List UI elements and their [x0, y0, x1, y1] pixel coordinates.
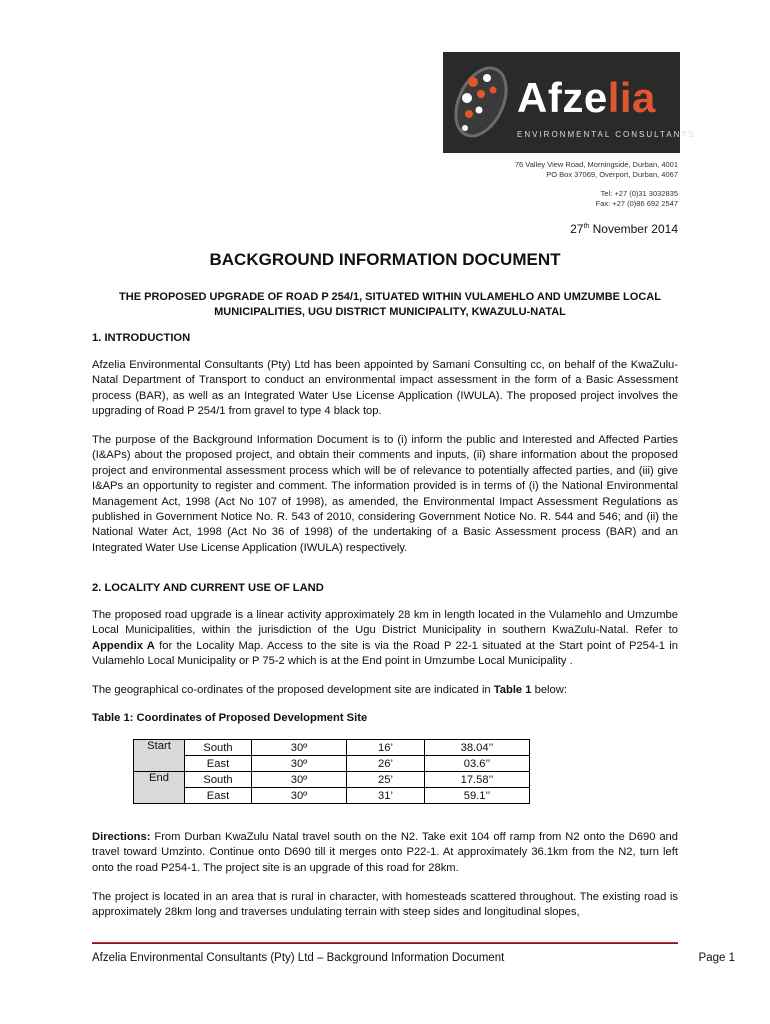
table-cell-label: End: [134, 772, 185, 804]
paragraph: The proposed road upgrade is a linear activity approximately 28 km in length located in the Vulamehlo and Umzumbe Local Municipalities, within the jurisdiction of the Ugu District Municipality in southern KwaZulu-Natal. Refer to Appendix A for the Locality Map. Access to the site is via the Road P 22-1 situated at the Start point of P254-1 in Vulamehlo Local Municipality or P 75-2 which is at the End point in Umzumbe Local Municipality .: [92, 609, 678, 668]
address-line: 76 Valley View Road, Morningside, Durban, 4001: [514, 160, 678, 169]
coordinates-table: [133, 739, 530, 804]
footer-divider: [92, 942, 678, 944]
table-row: [134, 788, 530, 804]
table-cell: South: [185, 772, 252, 788]
table-cell: East: [185, 788, 252, 804]
table-row: [134, 772, 530, 788]
document-subtitle: THE PROPOSED UPGRADE OF ROAD P 254/1, SITUATED WITHIN VULAMEHLO AND UMZUMBE LOCAL MUNICIPALITIES, UGU DISTRICT MUNICIPALITY, KWAZULU-NATAL: [119, 291, 661, 318]
logo-tagline: ENVIRONMENTAL CONSULTANTS: [517, 130, 696, 139]
logo-wordmark: Afzelia: [517, 74, 656, 121]
table-cell: 03.6’’: [425, 756, 530, 772]
table-cell: 59.1’’: [425, 788, 530, 804]
table-cell: 30º: [252, 756, 347, 772]
table-cell-label: Start: [134, 740, 185, 772]
paragraph: Afzelia Environmental Consultants (Pty) Ltd has been appointed by Samani Consulting cc, on behalf of the KwaZulu-Natal Department of Transport to conduct an environmental impact assessment in the form of a Basic Assessment process (BAR), as well as an Integrated Water Use License Application (IWULA). The proposed project involves the upgrading of Road P 254/1 from gravel to type 4 black top.: [92, 359, 678, 418]
page-number: Page 1: [698, 952, 735, 964]
paragraph: The project is located in an area that is rural in character, with homesteads scattered throughout. The existing road is approximately 28km long and traverses undulating terrain with steep sides and longitudinal slopes,: [92, 891, 678, 919]
paragraph: The geographical co-ordinates of the proposed development site are indicated in Table 1 below:: [92, 684, 567, 696]
document-date: 27th November 2014: [570, 222, 678, 236]
table-cell: 30º: [252, 772, 347, 788]
footer-text: Afzelia Environmental Consultants (Pty) Ltd – Background Information Document: [92, 952, 505, 964]
company-address: [515, 160, 678, 209]
table-cell: 38.04’’: [425, 740, 530, 756]
telephone: Tel: +27 (0)31 3032835: [600, 189, 678, 198]
table-cell: 16’: [347, 740, 425, 756]
fax: Fax: +27 (0)86 692 2547: [595, 199, 678, 208]
table-cell: 30º: [252, 740, 347, 756]
table-row: [134, 756, 530, 772]
section-heading-introduction: 1. INTRODUCTION: [92, 332, 191, 344]
paragraph: Directions: From Durban KwaZulu Natal travel south on the N2. Take exit 104 off ramp from N2 onto the D690 and travel toward Umzinto. Continue onto D690 till it merges onto P22-1. At approximately 36.1km from the N2, turn left onto the road P254-1. The project site is an upgrade of this road for 28km.: [92, 831, 678, 874]
leaf-emblem-icon: [447, 52, 517, 153]
document-title: BACKGROUND INFORMATION DOCUMENT: [209, 250, 561, 269]
address-line: PO Box 37069, Overport, Durban, 4067: [546, 170, 678, 179]
table-cell: 31’: [347, 788, 425, 804]
table-cell: 25’: [347, 772, 425, 788]
table-cell: South: [185, 740, 252, 756]
table-cell: 26’: [347, 756, 425, 772]
table-row: [134, 740, 530, 756]
table-cell: 17.58’’: [425, 772, 530, 788]
table-caption: Table 1: Coordinates of Proposed Development Site: [92, 712, 368, 724]
company-logo: [443, 52, 696, 153]
table-cell: East: [185, 756, 252, 772]
table-cell: 30º: [252, 788, 347, 804]
paragraph: The purpose of the Background Information Document is to (i) inform the public and Interested and Affected Parties (I&APs) about the proposed project, and obtain their comments and inputs, (ii) share information about the proposed project and environmental assessment process which will be of relevance to potentially affected parties, and (iii) give I&APs an opportunity to register and comment. The information provided is in terms of (i) the National Environmental Management Act, 1998 (Act No 107 of 1998), as amended, the Environmental Impact Assessment Regulations as published in Government Notice No. R. 543 of 2010, considering Government Notice No. R. 544 and 546; and (ii) the National Water Act, 1998 (Act No 36 of 1998) of the undertaking of a Basic Assessment process (BAR) and an Integrated Water Use License Application (IWULA) respectively.: [92, 434, 678, 554]
section-heading-locality: 2. LOCALITY AND CURRENT USE OF LAND: [92, 582, 324, 594]
